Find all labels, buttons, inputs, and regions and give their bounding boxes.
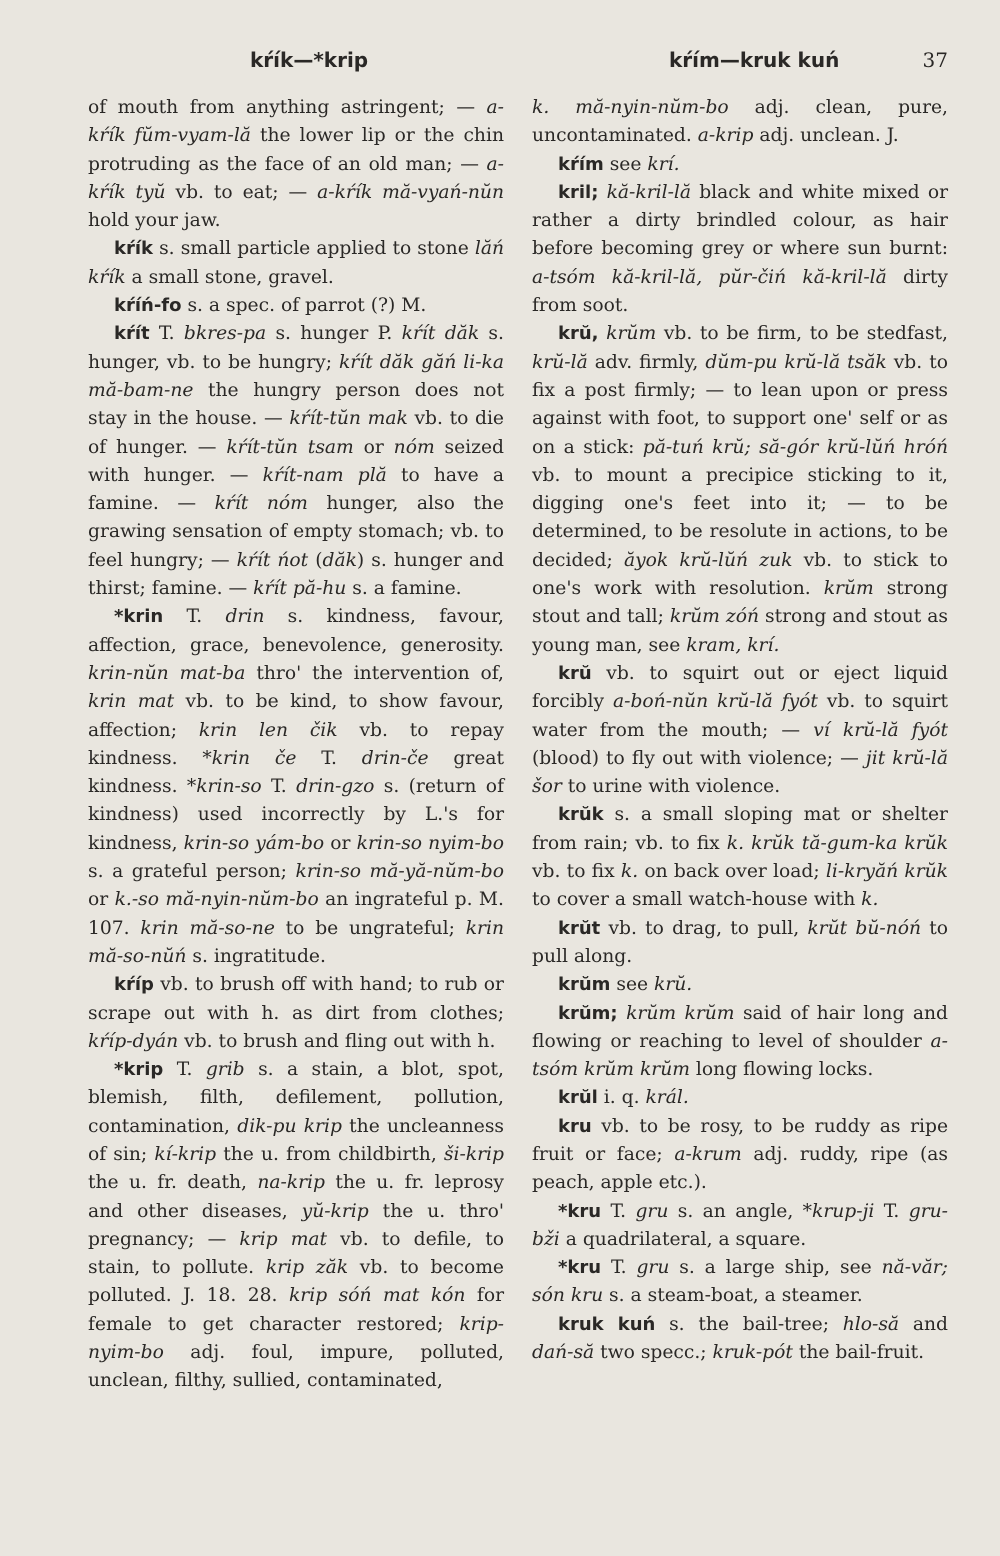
lepcha-term: kí-krip: [154, 1143, 217, 1165]
definition-text: adj. unclean. J.: [753, 125, 899, 147]
lepcha-term: krŭk tă-gum-ka krŭk: [751, 832, 948, 854]
definition-text: vb. to fix: [532, 861, 621, 883]
lepcha-term: na-krip: [257, 1172, 325, 1194]
lepcha-term: a-kŕík fŭm-vyam-lă: [88, 97, 504, 147]
dictionary-entry: [88, 292, 504, 320]
dictionary-entry: [532, 801, 948, 914]
definition-text: vb. to eat; —: [165, 181, 318, 203]
definition-text: [598, 182, 606, 203]
dictionary-entry: [88, 603, 504, 971]
definition-text: to urine with violence.: [561, 776, 781, 798]
definition-text: T.: [163, 606, 226, 628]
definition-text: see: [603, 153, 648, 175]
dictionary-entry: [532, 320, 948, 660]
definition-text: the u. fr. death,: [88, 1172, 258, 1194]
lepcha-term: kruk-pót: [712, 1342, 793, 1364]
dictionary-entry: [88, 1056, 504, 1396]
lepcha-term: ví krŭ-lă fyót: [813, 719, 948, 741]
lepcha-term: krin-so mă-yă-nŭm-bo: [295, 861, 504, 883]
lepcha-term: krip zăk: [265, 1257, 349, 1279]
dictionary-entry: [88, 235, 504, 292]
headword: kŕík: [114, 238, 153, 260]
definition-text: seized with hunger. —: [88, 436, 505, 486]
definition-text: of mouth from anything astringent; —: [88, 97, 487, 118]
lepcha-term: a-tsóm krŭm krŭm: [532, 1030, 948, 1081]
headword: kruk kuń: [558, 1313, 656, 1335]
lepcha-term: kram, krí.: [686, 634, 780, 656]
lepcha-term: kŕít pă-hu: [253, 578, 347, 600]
entry-continuation: [88, 94, 504, 235]
lepcha-term: kŕít-nam plă: [262, 464, 387, 486]
lepcha-term: krin mă-so-nŭń: [88, 917, 504, 967]
dictionary-entry: [532, 151, 948, 179]
lepcha-term: dik-pu krip: [237, 1115, 342, 1137]
definition-text: s. the bail-tree;: [655, 1313, 843, 1335]
definition-text: s. a large ship, see: [669, 1257, 882, 1279]
definition-text: a small stone, gravel.: [125, 266, 334, 288]
lepcha-term: bkres-pa: [183, 323, 267, 345]
lepcha-term: nă-văr;: [881, 1257, 948, 1279]
headword: krŭk: [558, 804, 604, 826]
definition-text: vb. to be firm, to be stedfast,: [656, 323, 948, 345]
lepcha-term: grib: [205, 1059, 245, 1081]
lepcha-term: krip mat: [239, 1228, 328, 1250]
headword: kŕíń-fo: [114, 295, 182, 317]
dictionary-entry: [532, 1254, 948, 1311]
lepcha-term: krŭm: [823, 578, 874, 600]
definition-text: strong stout and tall;: [532, 578, 948, 628]
entry-continuation: [532, 94, 948, 151]
dictionary-entry: [532, 1113, 948, 1198]
definition-text: vb. to stick to one's work with resolution.: [532, 549, 949, 600]
definition-text: the uncleanness of sin;: [88, 1115, 505, 1165]
lepcha-term: són kru: [532, 1285, 604, 1307]
lepcha-term: krin mat: [88, 691, 175, 713]
definition-text: thro' the intervention of,: [245, 662, 504, 684]
definition-text: to be ungrateful;: [274, 917, 466, 939]
lepcha-term: kŕít-tŭn tsam: [226, 436, 354, 458]
definition-text: strong and stout as young man, see: [532, 606, 949, 656]
dictionary-entry: [532, 1198, 948, 1255]
definition-text: two specc.;: [594, 1342, 713, 1364]
definition-text: vb. to defile, to stain, to pollute.: [88, 1228, 504, 1279]
lepcha-term: kŕíp-dyán: [88, 1030, 179, 1052]
headword: *krin: [114, 606, 164, 628]
definition-text: vb. to be rosy, to be ruddy as ripe fruit or face;: [532, 1115, 948, 1165]
definition-text: (: [308, 549, 323, 571]
page-number: 37: [922, 48, 948, 72]
lepcha-term: krŭt bŭ-nóń: [807, 917, 922, 939]
headword: krŭm;: [558, 1002, 618, 1024]
lepcha-term: a-kŕík mă-vyań-nŭn: [317, 181, 504, 203]
lepcha-term: krŭ.: [654, 974, 693, 996]
dictionary-entry: [532, 915, 948, 972]
headword: kŕíp: [114, 974, 154, 996]
definition-text: s. small particle applied to stone: [153, 238, 475, 260]
lepcha-term: yŭ-krip: [301, 1200, 369, 1222]
definition-text: vb. to be kind, to show favour, affection;: [88, 691, 504, 741]
definition-text: or: [324, 832, 357, 854]
headword: *krip: [114, 1059, 164, 1081]
lepcha-term: drin-gzo: [296, 776, 375, 798]
lepcha-term: pă-tuń krŭ; să-gór krŭ-lŭń hróń: [642, 436, 949, 458]
lepcha-term: ši-krip: [443, 1143, 504, 1165]
headword: kru: [558, 1115, 592, 1137]
lepcha-term: kŕít dăk găń li-ka mă-bam-ne: [88, 351, 504, 401]
lepcha-term: kă-kril-lă: [606, 181, 692, 203]
definition-text: T.: [149, 323, 184, 345]
lepcha-term: krin mă-so-ne: [140, 917, 275, 939]
headword: *kru: [558, 1200, 602, 1222]
lepcha-term: král.: [645, 1087, 689, 1109]
definition-text: s. kindness, favour, affection, grace, benevolence, generosity.: [88, 606, 504, 656]
definition-text: vb. to brush off with hand; to rub or scrape out with h. as dirt from clothes;: [88, 974, 504, 1024]
lepcha-term: gru-bži: [532, 1200, 948, 1250]
lepcha-term: li-kryăń krŭk: [825, 861, 949, 883]
definition-text: vb. to squirt out or eject liquid forcibly: [532, 662, 948, 713]
definition-text: said of hair long and flowing or reaching to level of shoulder: [532, 1002, 948, 1052]
definition-text: and: [899, 1313, 948, 1335]
definition-text: vb. to become polluted. J. 18. 28.: [88, 1257, 504, 1307]
lepcha-term: drin: [225, 606, 265, 628]
definition-text: the u. thro' pregnancy; —: [88, 1200, 504, 1250]
lepcha-term: dań-să: [532, 1342, 595, 1364]
running-head-right: kŕím—kruk kuń: [669, 48, 840, 72]
definition-text: black and white mixed or rather a dirty brindled colour, as hair before becoming grey or where sun burnt:: [532, 181, 948, 260]
definition-text: or: [88, 889, 115, 911]
definition-text: s. (return of kindness) used incorrectly by L.'s for kindness,: [88, 776, 504, 854]
definition-text: on back over load;: [638, 861, 826, 883]
definition-text: T.: [601, 1257, 637, 1279]
headword: kŕít: [114, 323, 150, 345]
lepcha-term: krip-nyim-bo: [88, 1313, 504, 1364]
lepcha-term: a-tsóm kă-kril-lă, pŭr-čiń kă-kril-lă: [532, 266, 887, 288]
definition-text: (blood) to fly out with violence; —: [532, 747, 866, 769]
lepcha-term: hlo-să: [842, 1313, 900, 1335]
definition-text: the lower lip or the chin protruding as the face of an old man; —: [88, 125, 504, 175]
definition-text: to cover a small watch-house with: [532, 889, 862, 911]
headword: *kru: [558, 1257, 602, 1279]
definition-text: the bail-fruit.: [792, 1342, 925, 1364]
definition-text: ) s. hunger and thirst; famine. —: [88, 549, 504, 600]
lepcha-term: *krin če: [202, 747, 297, 769]
definition-text: T.: [874, 1200, 909, 1222]
headword: krŭl: [558, 1087, 598, 1109]
dictionary-entry: [532, 971, 948, 999]
dictionary-entry: [532, 660, 948, 801]
definition-text: the hungry person does not stay in the house. —: [88, 379, 504, 430]
lepcha-term: krŭm zóń: [669, 606, 760, 628]
lepcha-term: krin len čik: [198, 719, 338, 741]
definition-text: vb. to drag, to pull,: [600, 917, 808, 939]
definition-text: s. a small sloping mat or shelter from rain; vb. to fix: [532, 804, 948, 854]
dictionary-entry: [88, 971, 504, 1056]
headword: krŭt: [558, 917, 601, 939]
lepcha-term: krin-so nyim-bo: [356, 832, 504, 854]
lepcha-term: a-krip: [697, 125, 754, 147]
definition-text: s. a steam-boat, a steamer.: [603, 1285, 863, 1307]
dictionary-entry: [532, 179, 948, 320]
definition-text: s. hunger P.: [266, 323, 402, 345]
lepcha-term: *krin-so: [186, 776, 262, 798]
definition-text: long flowing locks.: [689, 1059, 874, 1081]
definition-text: s. a famine.: [346, 578, 462, 600]
lepcha-term: a-krum: [674, 1143, 742, 1165]
definition-text: adj. foul, impure, polluted, unclean, filthy, sullied, contaminated,: [88, 1342, 504, 1392]
running-head-left: kŕík—*krip: [250, 48, 369, 72]
definition-text: [599, 323, 607, 344]
lepcha-term: a-boń-nŭn krŭ-lă fyót: [612, 691, 818, 713]
definition-text: for female to get character restored;: [88, 1285, 505, 1335]
definition-text: dirty from soot.: [532, 266, 948, 317]
definition-text: s. a grateful person;: [88, 861, 296, 883]
definition-text: s. ingratitude.: [186, 945, 326, 967]
definition-text: the u. fr. leprosy and other diseases,: [88, 1172, 504, 1222]
lepcha-term: krí.: [647, 153, 680, 175]
lepcha-term: dŭm-pu krŭ-lă tsăk: [705, 351, 887, 373]
definition-text: s. hunger, vb. to be hungry;: [88, 323, 504, 373]
definition-text: adj. clean, pure, uncontaminated.: [532, 97, 948, 147]
lepcha-term: gru: [636, 1257, 670, 1279]
left-column: [88, 94, 504, 1396]
definition-text: [618, 1003, 626, 1024]
lepcha-term: krŭm: [606, 323, 657, 345]
lepcha-term: jit krŭ-lă šor: [532, 747, 948, 798]
definition-text: T.: [163, 1059, 206, 1081]
lepcha-term: k. mă-nyin-nŭm-bo: [532, 97, 729, 118]
definition-text: s. a stain, a blot, spot, blemish, filth, defilement, pollution, contamination,: [88, 1059, 504, 1137]
lepcha-term: krŭm krŭm: [626, 1002, 735, 1024]
dictionary-entry: [532, 1000, 948, 1085]
headword: krŭ,: [558, 323, 599, 345]
definition-text: great kindness.: [88, 747, 504, 798]
lepcha-term: k.: [620, 861, 639, 883]
lepcha-term: krin-so yám-bo: [183, 832, 325, 854]
lepcha-term: kŕít ńot: [236, 549, 309, 571]
definition-text: to pull along.: [532, 917, 948, 967]
lepcha-term: kŕít dăk: [401, 323, 480, 345]
lepcha-term: gru: [635, 1200, 669, 1222]
definition-text: vb. to die of hunger. —: [88, 408, 504, 458]
headword: kŕím: [558, 153, 604, 175]
definition-text: s. a spec. of parrot (?) M.: [181, 295, 427, 317]
lepcha-term: *krup-ji: [802, 1200, 875, 1222]
lepcha-term: dăk: [322, 549, 357, 571]
definition-text: i. q.: [597, 1087, 646, 1109]
definition-text: an ingrateful p. M. 107.: [88, 889, 504, 939]
headword: kril;: [558, 181, 599, 203]
definition-text: adv. firmly,: [587, 351, 706, 373]
definition-text: s. an angle,: [668, 1200, 803, 1222]
definition-text: a quadrilateral, a square.: [559, 1228, 807, 1250]
headword: krŭ: [558, 662, 592, 684]
lepcha-term: lăń kŕík: [88, 238, 504, 288]
dictionary-entry: [532, 1311, 948, 1368]
definition-text: to have a famine. —: [88, 464, 504, 515]
lepcha-term: nóm: [393, 436, 435, 458]
definition-text: vb. to brush and fling out with h.: [178, 1030, 496, 1052]
lepcha-term: a-kŕík tyŭ: [88, 153, 504, 203]
definition-text: hunger, also the grawing sensation of empty stomach; vb. to feel hungry; —: [88, 493, 504, 571]
lepcha-term: kŕít-tŭn mak: [289, 408, 408, 430]
definition-text: T.: [261, 776, 297, 798]
dictionary-entry: [88, 320, 504, 603]
headword: krŭm: [558, 974, 611, 996]
lepcha-term: krŭ-lă: [532, 351, 588, 373]
lepcha-term: k.: [861, 889, 879, 911]
definition-text: vb. to mount a precipice sticking to it, digging one's feet into it; — to be determined, to be resolute in actions, to be decided;: [532, 464, 948, 571]
dictionary-entry: [532, 1084, 948, 1112]
definition-text: adj. ruddy, ripe (as peach, apple etc.).: [532, 1143, 948, 1194]
definition-text: vb. to repay kindness.: [88, 719, 504, 769]
definition-text: the u. from childbirth,: [216, 1143, 444, 1165]
right-column: [532, 94, 948, 1367]
definition-text: see: [610, 974, 655, 996]
lepcha-term: kŕít nóm: [214, 493, 308, 515]
lepcha-term: k.-so mă-nyin-nŭm-bo: [114, 889, 319, 911]
definition-text: vb. to fix a post firmly; — to lean upon or press against with foot, to support one' self or as on a stick:: [532, 351, 949, 458]
page-header: [88, 42, 948, 82]
definition-text: T.: [296, 747, 362, 769]
lepcha-term: drin-če: [361, 747, 429, 769]
lepcha-term: k.: [726, 832, 745, 854]
lepcha-term: krin-nŭn mat-ba: [88, 662, 246, 684]
definition-text: vb. to squirt water from the mouth; —: [532, 691, 948, 741]
lepcha-term: ăyok krŭ-lŭń zuk: [623, 549, 793, 571]
lepcha-term: krip sóń mat kón: [288, 1285, 466, 1307]
definition-text: hold your jaw.: [88, 210, 221, 232]
definition-text: T.: [601, 1200, 636, 1222]
definition-text: or: [353, 436, 394, 458]
